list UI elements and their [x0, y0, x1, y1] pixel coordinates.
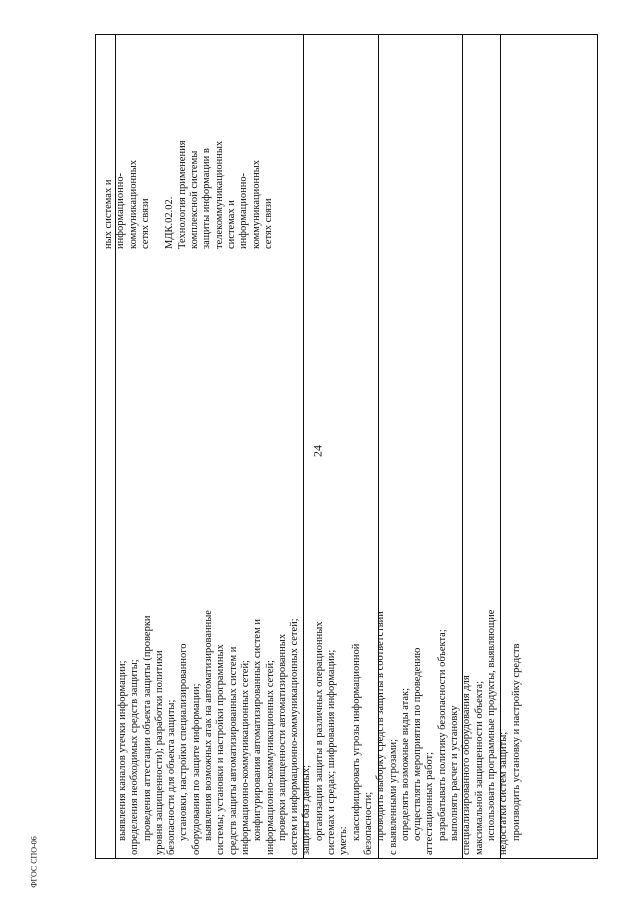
table-border-left	[95, 858, 598, 859]
skills-line: максимальной защищенности объекта;	[473, 681, 485, 855]
skills-line: уметь:	[338, 826, 350, 855]
skills-line: защиты баз данных;	[301, 764, 313, 855]
skills-line: систем и информационно-коммуникационных сетей;	[289, 618, 301, 855]
skills-line: проводить выборку средств защиты в соответствии	[375, 611, 387, 841]
page-number-text: 24	[310, 445, 325, 457]
module-line: телекоммуникационных	[213, 140, 225, 249]
skills-line: безопасности;	[362, 791, 374, 855]
skills-line: определять возможные виды атак;	[399, 687, 411, 841]
skills-line: классифицировать угрозы информационной	[350, 643, 362, 841]
skills-text	[117, 407, 523, 855]
skills-line: проверки защищенности автоматизированных	[276, 633, 288, 841]
skills-line: производить установку и настройку средств	[510, 643, 522, 841]
module-line: Технология применения	[176, 140, 188, 249]
skills-line: специализированного оборудования для	[461, 675, 473, 855]
skills-line: организации защиты в различных операционных	[313, 621, 325, 841]
skills-line: конфигурирования автоматизированных систем и	[252, 619, 264, 841]
skills-line: проведения аттестации объекта защиты (проверки	[141, 615, 153, 841]
module-line: коммуникационных	[127, 159, 139, 249]
skills-line: выявления возможных атак на автоматизированные	[203, 610, 215, 841]
skills-line: выявления каналов утечки информации;	[117, 660, 128, 841]
skills-line: средств защиты автоматизированных систем и	[227, 646, 239, 855]
skills-line: использовать программные продукты, выявляющие	[485, 609, 497, 841]
module-line: системах и	[225, 200, 237, 249]
table-border-bottom	[597, 34, 598, 859]
skills-line: разрабатывать политику безопасности объекта;	[436, 629, 448, 841]
module-line: защиты информации в	[201, 148, 213, 249]
module-text	[103, 44, 275, 249]
skills-line: аттестационных работ;	[424, 751, 436, 855]
module-line: МДК.02.02.	[164, 196, 176, 249]
standard-code	[24, 836, 44, 888]
module-line: ных системах и	[103, 179, 114, 249]
skills-line: осуществлять мероприятия по проведению	[412, 647, 424, 841]
skills-line: уровня защищенности); разработки политики	[153, 650, 165, 855]
module-line: сетях связи	[262, 198, 274, 249]
module-line: комплексной системы	[189, 150, 201, 249]
skills-line: с выявленными угрозами;	[387, 738, 399, 855]
skills-line: информационно-коммуникационных сетей;	[239, 660, 251, 855]
competency-table	[95, 34, 598, 859]
skills-line: определения необходимых средств защиты;	[129, 659, 141, 855]
module-line	[152, 44, 164, 249]
skills-line: системы; установки и настройки программных	[215, 644, 227, 855]
skills-line: оборудования по защите информации;	[190, 683, 202, 855]
table-border-top	[95, 34, 96, 859]
standard-code-text: ФГОС СПО-06	[29, 836, 39, 888]
module-line: информационно-	[238, 172, 250, 249]
skills-line: безопасности для объекта защиты;	[166, 699, 178, 855]
module-line: коммуникационных	[250, 159, 262, 249]
skills-line: недостатки систем защиты;	[498, 731, 510, 855]
skills-line: системах и средах; шифрования информации;	[326, 649, 338, 855]
module-line: сетях связи	[139, 198, 151, 249]
table-wrapper	[95, 34, 598, 859]
module-cell	[103, 44, 303, 249]
table-border-right	[95, 34, 598, 35]
module-line: информационно-	[115, 172, 127, 249]
skills-line: установки, настройки специализированного	[178, 643, 190, 841]
skills-line: информационно-коммуникационных сетей;	[264, 660, 276, 855]
skills-line: выполнять расчет и установку	[449, 705, 461, 841]
